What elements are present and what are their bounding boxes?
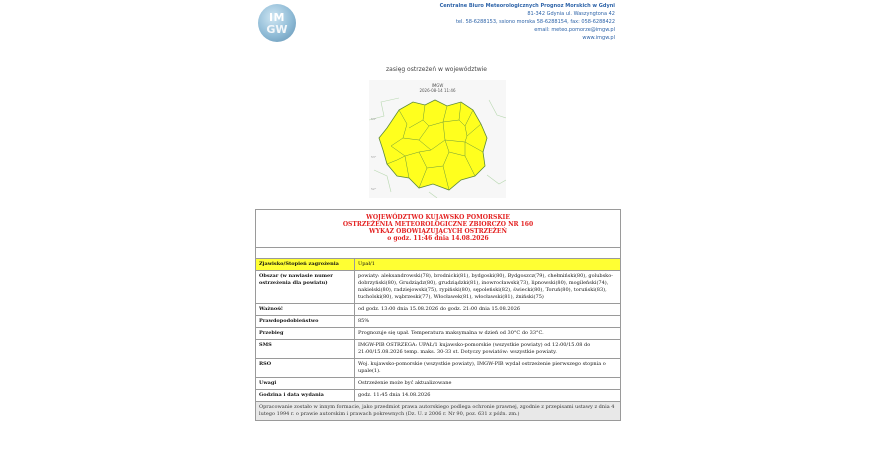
row-key-remarks: Uwagi <box>256 378 355 390</box>
table-row <box>256 316 621 328</box>
row-key-validity: Ważność <box>256 304 355 316</box>
row-value-issued: godz. 11:45 dnia 14.08.2026 <box>355 390 621 402</box>
map-caption: zasięg ostrzeżeń w województwie <box>386 66 487 73</box>
row-key-sms: SMS <box>256 340 355 359</box>
row-key-area: Obszar (w nawiasie numer ostrzeżenia dla powiatu) <box>256 271 355 304</box>
row-value-area: powiaty: aleksandrowski(78), brodnicki(81), bydgoski(80), Bydgoszcz(79), chełmiński(80), golubsko-dobrzyński(80), Grudziądz(80), grudziądzki(81), inowrocławski(73), lipnowski(80), mogileński(74), nakielski(80), radziejowski(75), rypiński(80), sępoleński(82), świecki(80), Toruń(80), toruński(83), tucholski(80), wąbrzeski(77), Włocławek(81), włocławski(81), żniński(75) <box>355 271 621 304</box>
row-value-phenomenon: Upał/1 <box>355 259 621 271</box>
svg-text:52°: 52° <box>371 187 377 191</box>
row-value-rso: Woj. kujawsko-pomorskie (wszystkie powiaty), IMGW-PIB wydał ostrzeżenie pierwszego stopnia o upale(1). <box>355 359 621 378</box>
row-value-remarks: Ostrzeżenie może być aktualizowane <box>355 378 621 390</box>
map-graticule-labels <box>371 117 377 191</box>
imgw-logo <box>258 4 296 42</box>
table-title <box>256 210 621 248</box>
table-row <box>256 259 621 271</box>
logo-text-bottom: GW <box>266 22 288 36</box>
table-row <box>256 390 621 402</box>
svg-text:54°: 54° <box>371 117 377 121</box>
office-website: www.imgw.pl <box>582 35 615 41</box>
row-value-probability: 85% <box>355 316 621 328</box>
table-row <box>256 359 621 378</box>
row-value-validity: od godz. 13:00 dnia 15.08.2026 do godz. 21:00 dnia 15.08.2026 <box>355 304 621 316</box>
office-name: Centralne Biuro Meteorologicznych Prognoz Morskich w Gdyni <box>439 3 615 9</box>
row-key-phenomenon: Zjawisko/Stopień zagrożenia <box>256 259 355 271</box>
office-address: 81-342 Gdynia ul. Waszyngtona 42 <box>527 11 615 17</box>
row-value-sms: IMGW-PIB OSTRZEGA: UPAŁ/1 kujawsko-pomorskie (wszystkie powiaty) od 12:00/15.08 do 21:00/15.08.2026 temp. maks. 30-33 st. Dotyczy powiatów: wszystkie powiaty. <box>355 340 621 359</box>
title-time: o godz. 11:46 dnia 14.08.2026 <box>387 235 489 242</box>
office-email: email: meteo.pomorze@imgw.pl <box>534 27 615 33</box>
row-key-rso: RSO <box>256 359 355 378</box>
row-key-issued: Godzina i data wydania <box>256 390 355 402</box>
spacer-row <box>256 248 621 259</box>
logo-text-top: IM <box>268 10 286 24</box>
title-warnings: OSTRZEŻENIA METEOROLOGICZNE ZBIORCZO NR 160 <box>342 221 534 228</box>
row-value-course: Prognozuje się upał. Temperatura maksymalna w dzień od 30°C do 33°C. <box>355 328 621 340</box>
row-key-course: Przebieg <box>256 328 355 340</box>
table-row <box>256 378 621 390</box>
table-row <box>256 402 621 421</box>
table-row <box>256 340 621 359</box>
title-voivodeship: WOJEWÓDZTWO KUJAWSKO POMORSKIE <box>366 214 510 221</box>
voivodeship-warning-map <box>369 80 506 198</box>
map-timestamp: 2026-08-14 11:46 <box>419 88 456 93</box>
title-list: WYKAZ OBOWIĄZUJĄCYCH OSTRZEŻEŃ <box>369 228 507 235</box>
table-row <box>256 271 621 304</box>
map-source: IMGW <box>431 83 444 88</box>
office-contact-block <box>380 2 615 42</box>
warnings-table <box>255 209 621 421</box>
table-row <box>256 304 621 316</box>
row-key-probability: Prawdopodobieństwo <box>256 316 355 328</box>
table-row <box>256 328 621 340</box>
svg-text:53°: 53° <box>371 155 377 159</box>
copyright-note: Opracowanie zostało w innym formacie, jako przedmiot prawa autorskiego podlega ochronie prawnej, zgodnie z przepisami ustawy z dnia 4 lutego 1994 r. o prawie autorskim i prawach pokrewnych (Dz. U. z 2006 r. Nr 90, poz. 631 z późn. zm.) <box>256 402 621 421</box>
office-phones: tel. 58-6288153, ssiono morska 58-6288154, fax: 058-6288422 <box>455 19 615 25</box>
